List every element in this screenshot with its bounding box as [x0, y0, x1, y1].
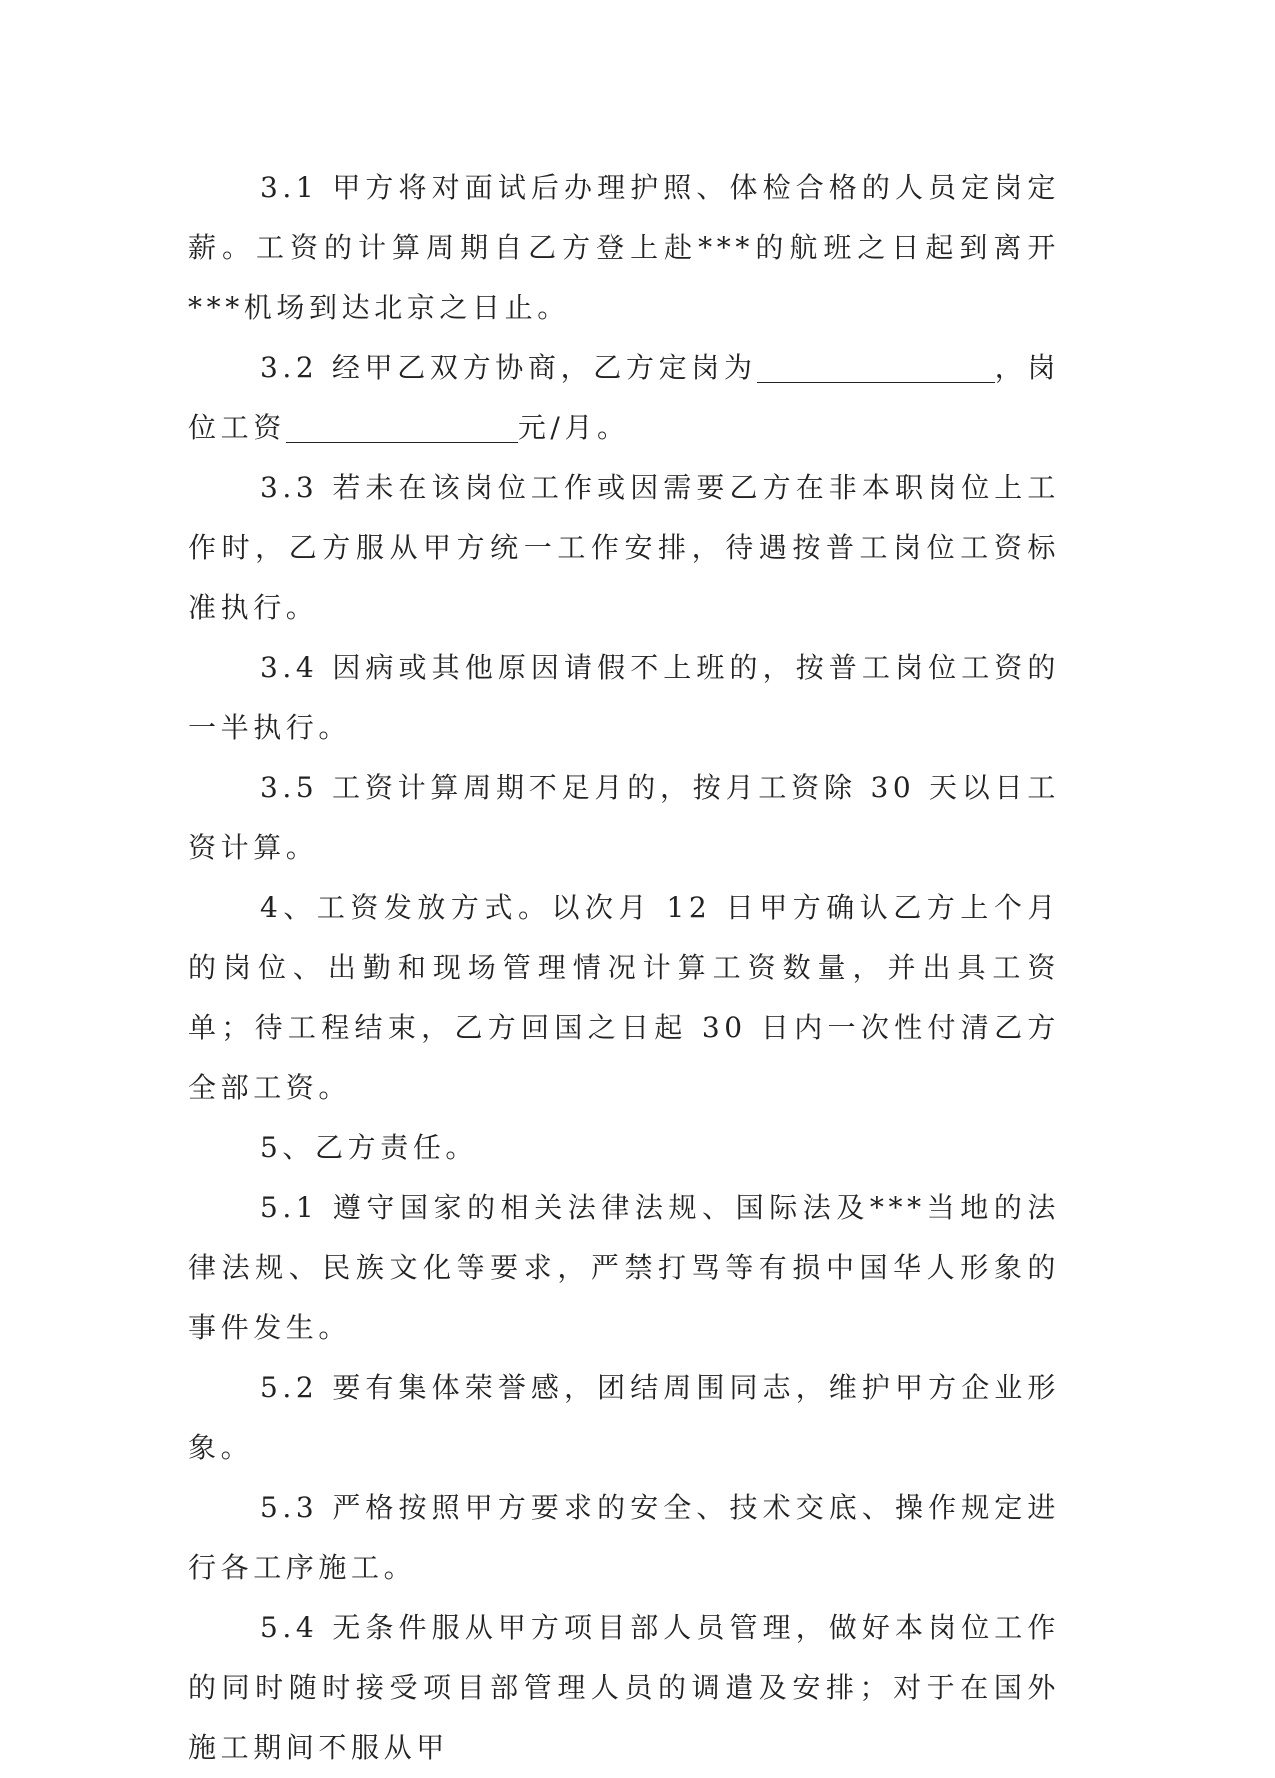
clause-3-2-text-middle: ，岗位工资: [188, 351, 1061, 444]
document-body: [188, 158, 1060, 1778]
salary-blank: [286, 412, 518, 443]
clause-3-3: 3.3 若未在该岗位工作或因需要乙方在非本职岗位上工作时，乙方服从甲方统一工作安排，待遇按普工岗位工资标准执行。: [188, 471, 1060, 624]
clause-3-2-text-before: 3.2 经甲乙双方协商，乙方定岗为: [260, 351, 757, 384]
clause-3-1: 3.1 甲方将对面试后办理护照、体检合格的人员定岗定薪。工资的计算周期自乙方登上赴***的航班之日起到离开***机场到达北京之日止。: [188, 171, 1060, 324]
clause-3-5: 3.5 工资计算周期不足月的，按月工资除 30 天以日工资计算。: [188, 771, 1060, 864]
clause-4: 4、工资发放方式。以次月 12 日甲方确认乙方上个月的岗位、出勤和现场管理情况计算工资数量，并出具工资单；待工程结束，乙方回国之日起 30 日内一次性付清乙方全部工资。: [188, 891, 1060, 1104]
clause-5-1: 5.1 遵守国家的相关法律法规、国际法及***当地的法律法规、民族文化等要求，严禁打骂等有损中国华人形象的事件发生。: [188, 1191, 1060, 1344]
clause-3-2-text-after: 元/月。: [517, 411, 630, 444]
clause-5-heading: 5、乙方责任。: [260, 1131, 479, 1164]
clause-5-2: 5.2 要有集体荣誉感，团结周围同志，维护甲方企业形象。: [188, 1371, 1060, 1464]
clause-3-4: 3.4 因病或其他原因请假不上班的，按普工岗位工资的一半执行。: [188, 651, 1060, 744]
clause-5-3: 5.3 严格按照甲方要求的安全、技术交底、操作规定进行各工序施工。: [188, 1491, 1060, 1584]
position-blank: [757, 352, 995, 383]
clause-3-2: [188, 338, 1060, 458]
clause-5-4: 5.4 无条件服从甲方项目部人员管理，做好本岗位工作的同时随时接受项目部管理人员的调遣及安排；对于在国外施工期间不服从甲: [188, 1611, 1060, 1764]
